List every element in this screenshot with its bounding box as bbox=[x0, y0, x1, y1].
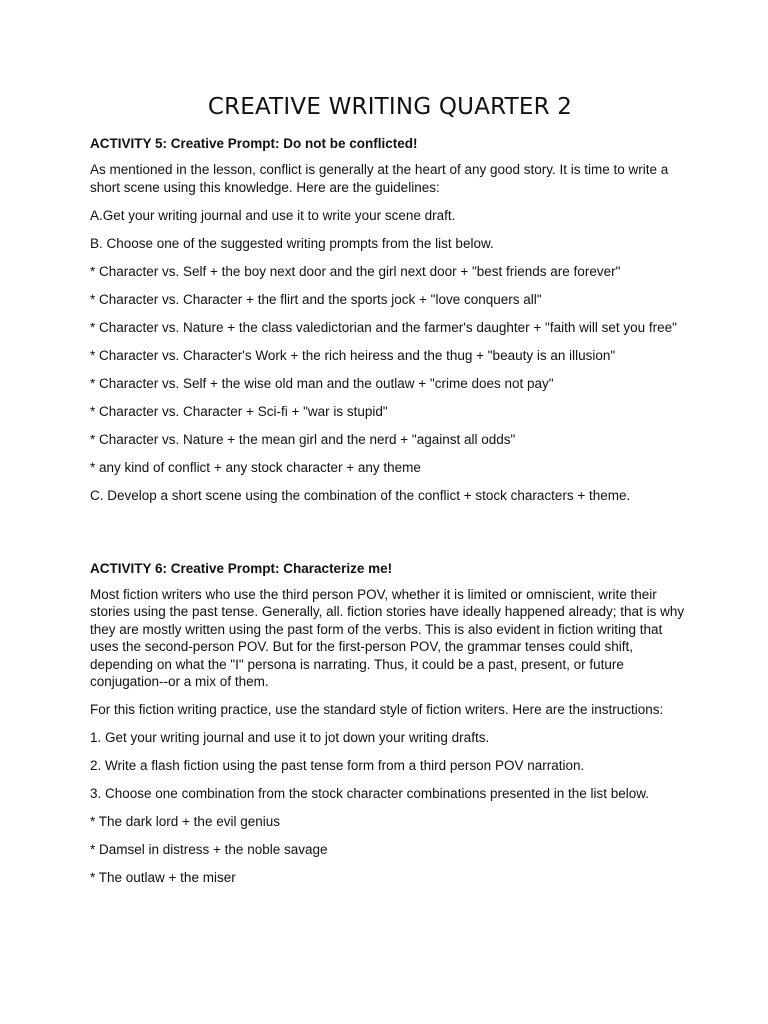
prompt-list-item: * Character vs. Character's Work + the rich heiress and the thug + "beauty is an illusion" bbox=[90, 347, 616, 363]
character-list-item: * Damsel in distress + the noble savage bbox=[90, 842, 328, 857]
section-spacer bbox=[90, 515, 690, 560]
page-title: CREATIVE WRITING QUARTER 2 bbox=[207, 94, 573, 120]
prompt-list-item: * Character vs. Character + the flirt and the sports jock + "love conquers all" bbox=[90, 291, 542, 307]
instruction-item: 1. Get your writing journal and use it to jot down your writing drafts. bbox=[90, 730, 490, 745]
instruction-item: 2. Write a flash fiction using the past tense form from a third person POV narration. bbox=[90, 758, 585, 773]
prompt-list-item: * Character vs. Nature + the mean girl and the nerd + "against all odds" bbox=[90, 431, 516, 447]
prompt-list-item: * any kind of conflict + any stock character + any theme bbox=[90, 459, 421, 475]
activity-5-heading: ACTIVITY 5: Creative Prompt: Do not be conflicted! bbox=[90, 136, 418, 151]
prompt-list-item: * Character vs. Self + the boy next door and the girl next door + "best friends are forever" bbox=[90, 263, 621, 279]
activity-6-paragraph: For this fiction writing practice, use the standard style of fiction writers. Here are the instructions: bbox=[90, 702, 664, 717]
activity-6-paragraph: Most fiction writers who use the third person POV, whether it is limited or omniscient, write their stories using the past tense. Generally, all. fiction stories have ideally happened already; that is why they are mostly written using the past form of the verbs. This is also evident in fiction writing that uses the second-person POV. But for the first-person POV, the grammar tenses could shift, depending on what the "I" persona is narrating. Thus, it could be a past, present, or future conjugation--or a mix of them. bbox=[90, 586, 685, 689]
document-page bbox=[90, 93, 690, 897]
character-list-item: * The outlaw + the miser bbox=[90, 870, 236, 885]
character-list-item: * The dark lord + the evil genius bbox=[90, 814, 280, 829]
activity-6-heading: ACTIVITY 6: Creative Prompt: Characterize me! bbox=[90, 560, 393, 576]
activity-5-paragraph: C. Develop a short scene using the combination of the conflict + stock characters + theme. bbox=[90, 487, 631, 503]
activity-5-paragraph: As mentioned in the lesson, conflict is generally at the heart of any good story. It is time to write a short scene using this knowledge. Here are the guidelines: bbox=[90, 162, 669, 195]
prompt-list-item: * Character vs. Nature + the class valedictorian and the farmer's daughter + "faith will set you free" bbox=[90, 319, 677, 335]
activity-6-section bbox=[90, 560, 690, 887]
prompt-list-item: * Character vs. Self + the wise old man and the outlaw + "crime does not pay" bbox=[90, 375, 554, 391]
activity-5-section bbox=[90, 135, 690, 504]
activity-5-paragraph: B. Choose one of the suggested writing prompts from the list below. bbox=[90, 235, 494, 251]
prompt-list-item: * Character vs. Character + Sci-fi + "war is stupid" bbox=[90, 403, 388, 419]
instruction-item: 3. Choose one combination from the stock character combinations presented in the list below. bbox=[90, 786, 650, 801]
activity-5-paragraph: A.Get your writing journal and use it to write your scene draft. bbox=[90, 207, 456, 223]
